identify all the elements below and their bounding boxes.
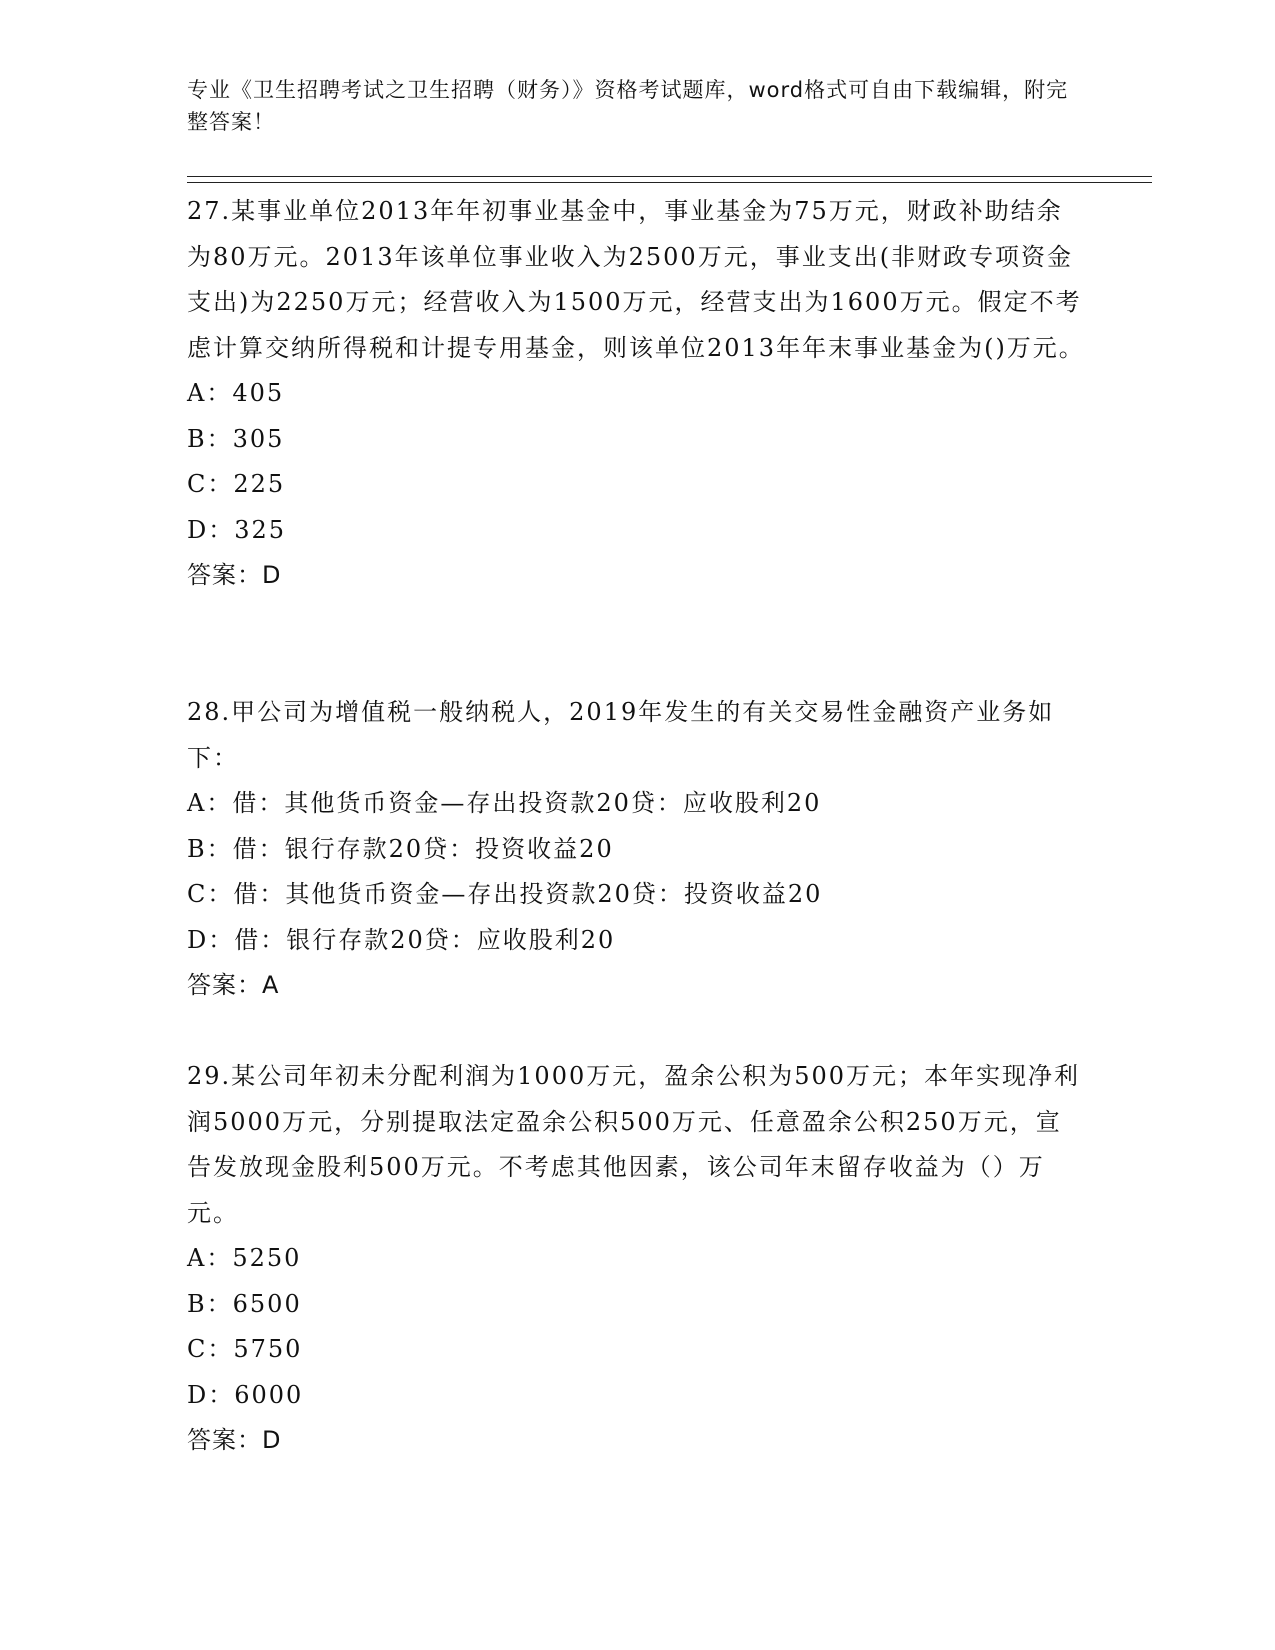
option-a: A：5250	[187, 1244, 302, 1272]
option-c: C：借：其他货币资金—存出投资款20贷：投资收益20	[187, 880, 823, 908]
question-28	[187, 690, 1087, 1009]
question-29	[187, 1054, 1087, 1464]
answer: 答案：D	[187, 1426, 282, 1454]
option-a: A：借：其他货币资金—存出投资款20贷：应收股利20	[187, 789, 822, 817]
option-b: B：305	[187, 424, 285, 453]
answer: 答案：D	[187, 561, 282, 589]
option-c: C：225	[187, 470, 286, 498]
option-d: D：6000	[187, 1380, 304, 1409]
option-d: D：325	[187, 515, 287, 544]
question-stem: 28.甲公司为增值税一般纳税人，2019年发生的有关交易性金融资产业务如下：	[187, 698, 1055, 772]
question-stem: 29.某公司年初未分配利润为1000万元，盈余公积为500万元；本年实现净利润5000万元，分别提取法定盈余公积500万元、任意盈余公积250万元，宣告发放现金股利500万元。不考虑其他因素，该公司年末留存收益为（）万元。	[187, 1062, 1081, 1227]
option-b: B：6500	[187, 1289, 302, 1318]
header-divider-top	[187, 176, 1152, 177]
answer: 答案：A	[187, 971, 280, 999]
option-c: C：5750	[187, 1335, 303, 1363]
option-a: A：405	[187, 379, 285, 407]
document-header: 专业《卫生招聘考试之卫生招聘（财务）》资格考试题库，word格式可自由下载编辑，附完整答案！	[187, 78, 1069, 134]
option-b: B：借：银行存款20贷：投资收益20	[187, 834, 614, 863]
question-stem: 27.某事业单位2013年年初事业基金中，事业基金为75万元，财政补助结余为80万元。2013年该单位事业收入为2500万元，事业支出(非财政专项资金支出)为2250万元；经营收入为1500万元，经营支出为1600万元。假定不考虑计算交纳所得税和计提专用基金，则该单位2013年年末事业基金为()万元。	[187, 197, 1085, 362]
option-d: D：借：银行存款20贷：应收股利20	[187, 925, 616, 954]
question-27	[187, 189, 1087, 599]
header-divider-bottom	[187, 182, 1152, 183]
